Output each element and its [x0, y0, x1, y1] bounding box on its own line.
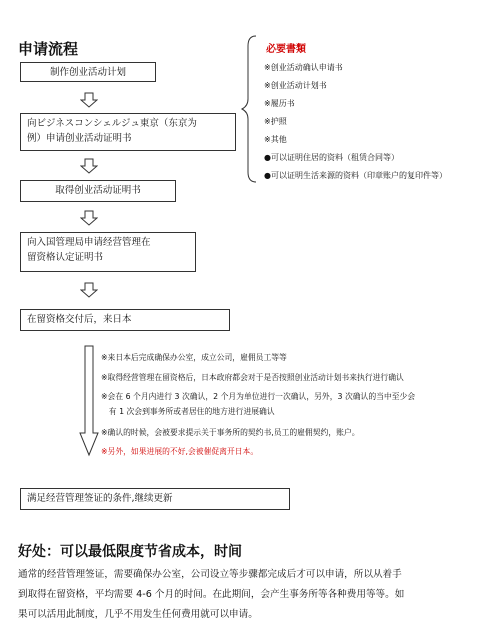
required-doc-item: ※护照	[264, 117, 287, 126]
flow-step-2	[20, 113, 236, 151]
flow-step-4-line1: 向入国管理局申请经营管理在	[27, 237, 151, 248]
flow-step-1-label: 制作创业活动计划	[49, 67, 126, 78]
flow-title: 申请流程	[18, 40, 79, 58]
flow-step-2-line2: 例）申请创业活动证明书	[27, 133, 132, 144]
benefit-paragraph-line: 到取得在留资格，平均需要 4-6 个月的时间。在此期间，会产生事务所等各种费用等等。如	[18, 589, 405, 600]
flow-final-step-label: 满足经营管理签证的条件,继续更新	[27, 493, 173, 504]
bracket-shape	[240, 34, 260, 184]
flow-step-3	[20, 180, 176, 202]
benefit-title: 好处：可以最低限度节省成本，时间	[18, 544, 242, 560]
required-doc-item: ※创业活动确认申请书	[264, 63, 343, 72]
note-line: ※会在 6 个月内进行 3 次确认，2 个月为单位进行一次确认，另外，3 次确认的当中至少会	[101, 392, 416, 401]
note-line: 有 1 次会到事务所或者居住的地方进行进展确认	[101, 407, 275, 416]
flow-step-3-label: 取得创业活动证明书	[55, 185, 141, 196]
flow-step-1	[20, 62, 156, 82]
down-arrow-icon	[80, 210, 98, 226]
required-doc-item: ※履历书	[264, 99, 295, 108]
note-line: ※确认的时候，会被要求提示关于事务所的契约书,员工的雇佣契约，账户。	[101, 428, 360, 437]
note-line: ※取得经营管理在留资格后，日本政府都会对于是否按照创业活动计划书来执行进行确认	[101, 373, 404, 382]
benefit-paragraph-line: 果可以活用此制度，几乎不用发生任何费用就可以申请。	[18, 609, 258, 620]
flow-step-5-label: 在留资格交付后，来日本	[27, 314, 132, 325]
flow-final-step	[20, 488, 290, 510]
down-arrow-icon	[80, 158, 98, 174]
flow-step-4-line2: 留资格认定证明书	[27, 252, 104, 263]
required-docs-title: 必要書類	[266, 44, 306, 55]
large-down-arrow-icon	[79, 345, 99, 457]
note-line: ※来日本后完成确保办公室，成立公司，雇佣员工等等	[101, 353, 287, 362]
required-doc-item: ●可以证明住居的资料（租赁合同等）	[264, 153, 399, 162]
flow-step-4	[20, 232, 196, 272]
required-doc-item: ●可以证明生活来源的资料（印章账户的复印件等）	[264, 171, 447, 180]
flow-step-2-line1: 向ビジネスコンシェルジュ東京（东京为	[27, 118, 197, 129]
down-arrow-icon	[80, 282, 98, 298]
down-arrow-icon	[80, 92, 98, 108]
note-line-warning: ※另外，如果进展的不好,会被催促离开日本。	[101, 447, 259, 456]
flow-step-5	[20, 309, 230, 331]
required-doc-item: ※创业活动计划书	[264, 81, 327, 90]
benefit-paragraph-line: 通常的经营管理签证，需要确保办公室，公司设立等步骤都完成后才可以申请，所以从着手	[18, 569, 402, 580]
required-doc-item: ※其他	[264, 135, 287, 144]
